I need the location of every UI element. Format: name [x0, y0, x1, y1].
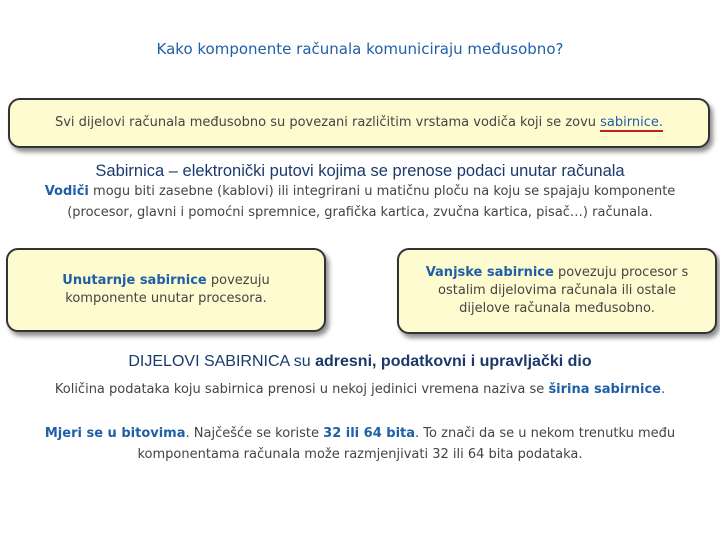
bus-width-paragraph — [10, 379, 710, 400]
top-box-sentence: Svi dijelovi računala međusobno su povezani različitim vrstama vodiča koji se zovu — [54, 115, 601, 130]
bits-lead: Mjeri se u bitovima — [44, 426, 186, 441]
top-box-text — [55, 114, 663, 132]
bus-width-highlight: širina sabirnice — [548, 382, 661, 397]
external-bus-box — [397, 248, 717, 334]
bits-highlight: 32 ili 64 bita — [323, 426, 416, 441]
bits-suffix: . To znači da se u nekom trenutku među komponentama računala može razmjenjivati 32 ili 64 bita podataka. — [137, 426, 676, 462]
bus-parts-heading — [0, 353, 720, 371]
bus-parts-prefix: DIJELOVI SABIRNICA su — [128, 353, 316, 370]
internal-bus-lead: Unutarnje sabirnice — [62, 273, 207, 288]
bits-paragraph — [30, 423, 690, 465]
internal-bus-box — [6, 248, 326, 332]
internal-bus-desc: povezuju komponente unutar procesora. — [65, 273, 270, 306]
sabirnice-highlight: sabirnice. — [600, 115, 664, 130]
vodici-paragraph — [10, 181, 710, 223]
bus-parts-bold: adresni, podatkovni i upravljački dio — [315, 353, 592, 370]
bits-mid: . Najčešće se koriste — [185, 426, 324, 441]
external-bus-text — [411, 264, 703, 318]
internal-bus-text — [20, 272, 312, 308]
bus-width-suffix: . — [660, 382, 666, 397]
external-bus-desc: povezuju procesor s ostalim dijelovima računala ili ostale dijelove računala međusobno. — [438, 265, 689, 316]
slide-title: Kako komponente računala komuniciraju međusobno? — [156, 40, 564, 58]
bus-width-text: Količina podataka koju sabirnica prenosi u nekoj jedinici vremena naziva se — [54, 382, 549, 397]
vodici-text: mogu biti zasebne (kablovi) ili integrirani u matičnu ploču na koju se spajaju komponente (procesor, glavni i pomoćni spremnice, grafička kartica, zvučna kartica, pisač…) računala. — [67, 184, 676, 220]
vodici-lead: Vodiči — [44, 184, 89, 199]
external-bus-lead: Vanjske sabirnice — [425, 265, 554, 280]
top-info-box — [8, 98, 710, 148]
definition-heading: Sabirnica – elektronički putovi kojima se prenose podaci unutar računala — [95, 162, 625, 180]
